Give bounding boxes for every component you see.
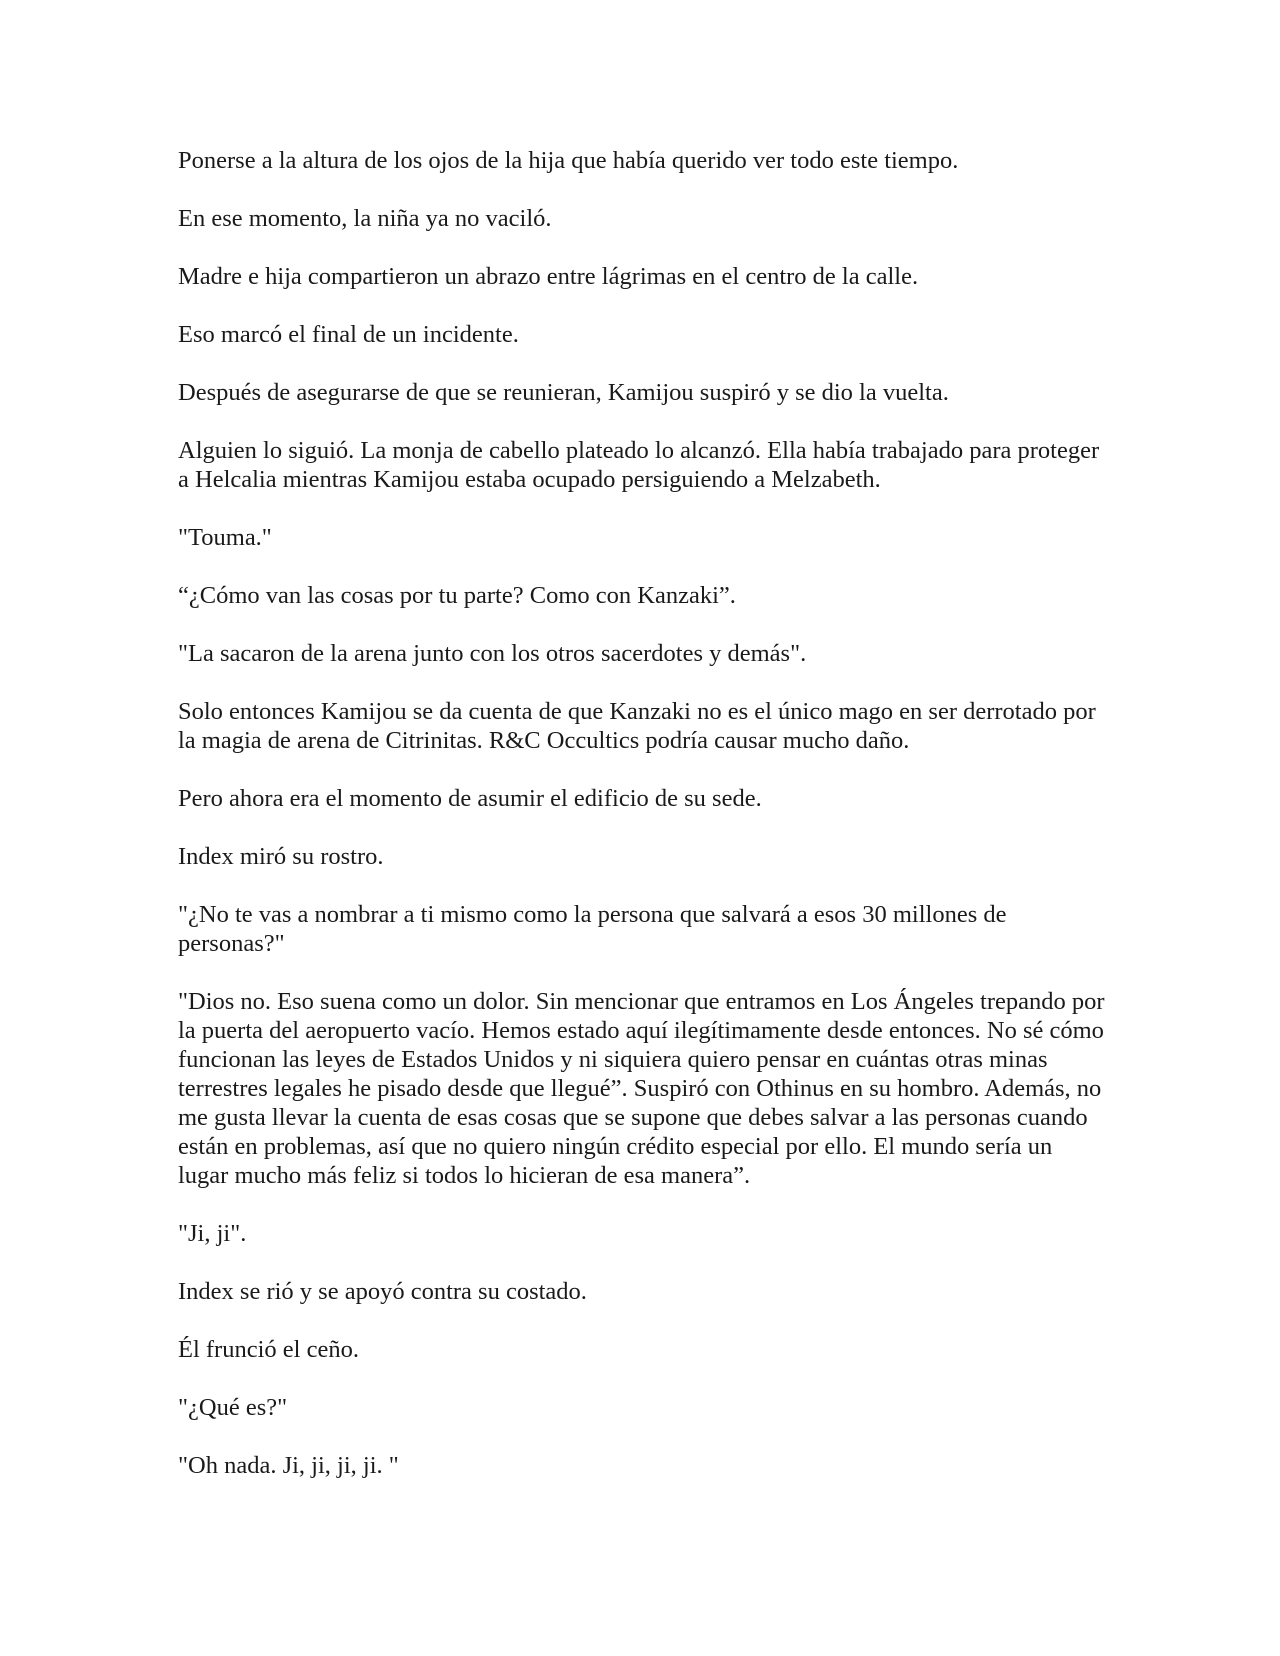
paragraph: Eso marcó el final de un incidente.: [178, 321, 519, 348]
paragraph: Él frunció el ceño.: [178, 1336, 359, 1363]
paragraph: En ese momento, la niña ya no vaciló.: [178, 205, 552, 232]
paragraph: "¿Qué es?": [178, 1394, 288, 1421]
paragraph: "Dios no. Eso suena como un dolor. Sin mencionar que entramos en Los Ángeles trepando por la puerta del aeropuerto vacío. Hemos estado aquí ilegítimamente desde entonces. No sé cómo funcionan las leyes de Estados Unidos y ni siquiera quiero pensar en cuántas otras minas terrestres legales he pisado desde que llegué”. Suspiró con Othinus en su hombro. Además, no me gusta llevar la cuenta de esas cosas que se supone que debes salvar a las personas cuando están en problemas, así que no quiero ningún crédito especial por ello. El mundo sería un lugar mucho más feliz si todos lo hicieran de esa manera”.: [178, 988, 1105, 1189]
paragraph: Madre e hija compartieron un abrazo entre lágrimas en el centro de la calle.: [178, 263, 919, 290]
paragraph: "La sacaron de la arena junto con los otros sacerdotes y demás".: [178, 640, 807, 667]
paragraph: "Ji, ji".: [178, 1220, 247, 1247]
paragraph: Ponerse a la altura de los ojos de la hija que había querido ver todo este tiempo.: [178, 147, 959, 174]
paragraph: Index miró su rostro.: [178, 843, 384, 870]
paragraph: "Touma.": [178, 524, 272, 551]
paragraph: Alguien lo siguió. La monja de cabello plateado lo alcanzó. Ella había trabajado para proteger a Helcalia mientras Kamijou estaba ocupado persiguiendo a Melzabeth.: [178, 437, 1100, 493]
paragraph: Pero ahora era el momento de asumir el edificio de su sede.: [178, 785, 762, 812]
paragraph: "Oh nada. Ji, ji, ji, ji. ": [178, 1452, 399, 1479]
paragraph: Solo entonces Kamijou se da cuenta de que Kanzaki no es el único mago en ser derrotado por la magia de arena de Citrinitas. R&C Occultics podría causar mucho daño.: [178, 698, 1096, 754]
paragraph: Index se rió y se apoyó contra su costado.: [178, 1278, 587, 1305]
paragraph: "¿No te vas a nombrar a ti mismo como la persona que salvará a esos 30 millones de personas?": [178, 901, 1007, 957]
paragraph: Después de asegurarse de que se reunieran, Kamijou suspiró y se dio la vuelta.: [178, 379, 949, 406]
document-body: [178, 146, 1108, 1509]
paragraph: “¿Cómo van las cosas por tu parte? Como con Kanzaki”.: [178, 582, 736, 609]
